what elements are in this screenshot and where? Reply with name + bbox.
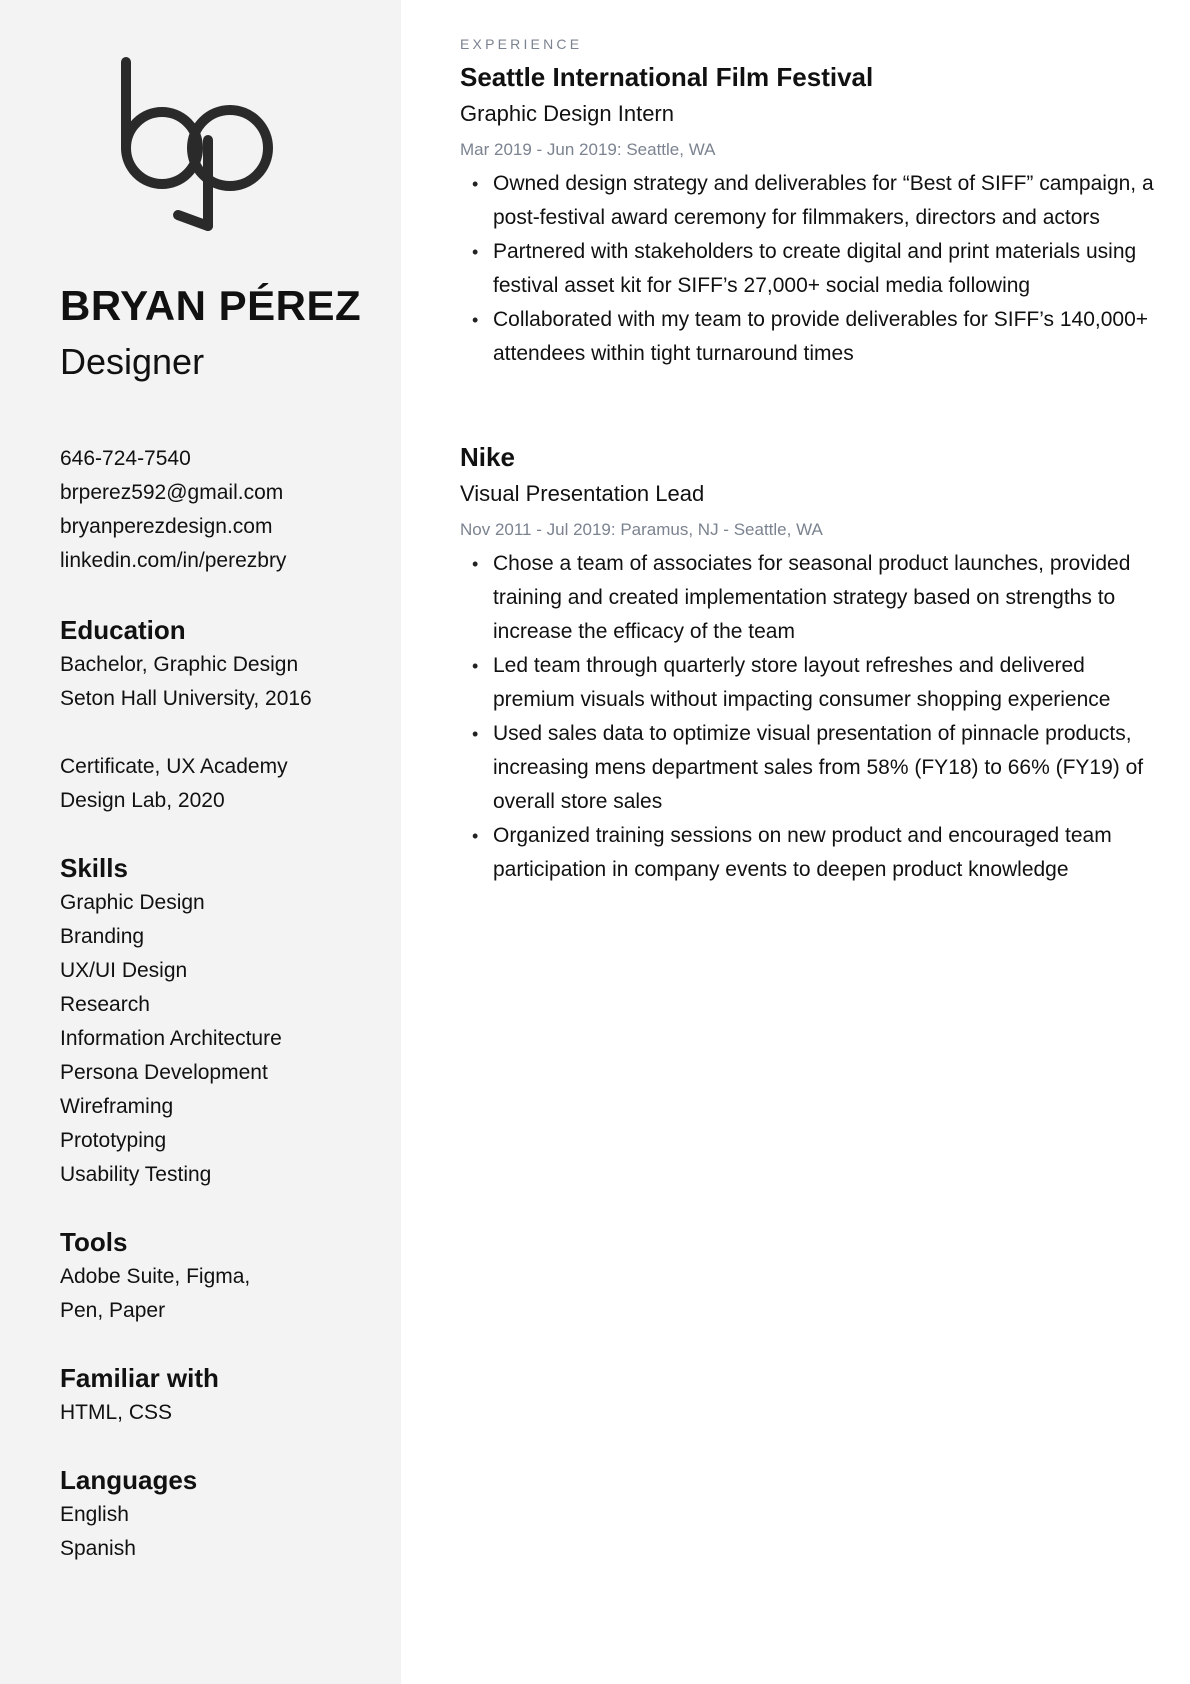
education-school: Seton Hall University, 2016 [60,687,312,710]
education-heading: Education [60,615,186,645]
job-company: Nike [460,442,515,472]
candidate-role: Designer [60,341,205,382]
experience-label: EXPERIENCE [460,36,583,52]
tools-heading: Tools [60,1227,128,1257]
job-bullet: • Partnered with stakeholders to create digital and print materials using festival asset kit for SIFF’s 27,000+ social media following [460,235,1160,303]
contact-website[interactable]: bryanperezdesign.com [60,515,273,538]
skill-item: Prototyping [60,1129,167,1152]
job-bullet: • Used sales data to optimize visual presentation of pinnacle products, increasing mens department sales from 58% (FY18) to 66% (FY19) of overall store sales [460,717,1160,819]
education-school: Design Lab, 2020 [60,789,225,812]
job-entry [460,60,1160,371]
languages-section [60,1462,390,1566]
skill-item: Persona Development [60,1061,268,1084]
skills-section [60,850,390,1192]
job-company: Seattle International Film Festival [460,62,874,92]
skill-item: Graphic Design [60,891,205,914]
job-entry [460,440,1160,887]
skill-item: Information Architecture [60,1027,282,1050]
familiar-heading: Familiar with [60,1363,219,1393]
job-bullet: • Chose a team of associates for seasonal product launches, provided training and created implementation strategy based on strengths to increase the efficacy of the team [460,547,1160,649]
tools-section [60,1224,390,1328]
skill-item: Branding [60,925,145,948]
tools-line: Adobe Suite, Figma, [60,1265,251,1288]
sidebar [0,0,401,1684]
language-item: Spanish [60,1537,136,1560]
bp-monogram-logo-icon [120,56,280,234]
job-bullet: • Organized training sessions on new product and encouraged team participation in company events to deepen product knowledge [460,819,1160,887]
skill-item: Wireframing [60,1095,174,1118]
education-degree: Certificate, UX Academy [60,755,288,778]
language-item: English [60,1503,129,1526]
languages-heading: Languages [60,1465,198,1495]
education-degree: Bachelor, Graphic Design [60,653,299,676]
job-title: Visual Presentation Lead [460,481,705,506]
job-bullet: • Owned design strategy and deliverables for “Best of SIFF” campaign, a post-festival award ceremony for filmmakers, directors and actors [460,167,1160,235]
contact-email[interactable]: brperez592@gmail.com [60,481,284,504]
job-bullets [460,167,1160,371]
job-title: Graphic Design Intern [460,101,674,126]
contact-linkedin[interactable]: linkedin.com/in/perezbry [60,549,287,572]
education-section [60,612,390,818]
skill-item: Usability Testing [60,1163,212,1186]
contact-block [60,442,390,578]
contact-phone: 646-724-7540 [60,447,191,470]
familiar-section [60,1360,390,1430]
skill-item: Research [60,993,150,1016]
job-bullets [460,547,1160,887]
skill-item: UX/UI Design [60,959,188,982]
job-dates: Nov 2011 - Jul 2019: Paramus, NJ - Seattle, WA [460,520,823,539]
familiar-line: HTML, CSS [60,1401,173,1424]
job-bullet: • Collaborated with my team to provide deliverables for SIFF’s 140,000+ attendees within tight turnaround times [460,303,1160,371]
job-bullet: • Led team through quarterly store layout refreshes and delivered premium visuals without impacting consumer shopping experience [460,649,1160,717]
candidate-name: BRYAN PÉREZ [60,282,362,329]
tools-line: Pen, Paper [60,1299,166,1322]
job-dates: Mar 2019 - Jun 2019: Seattle, WA [460,140,716,159]
skills-heading: Skills [60,853,128,883]
